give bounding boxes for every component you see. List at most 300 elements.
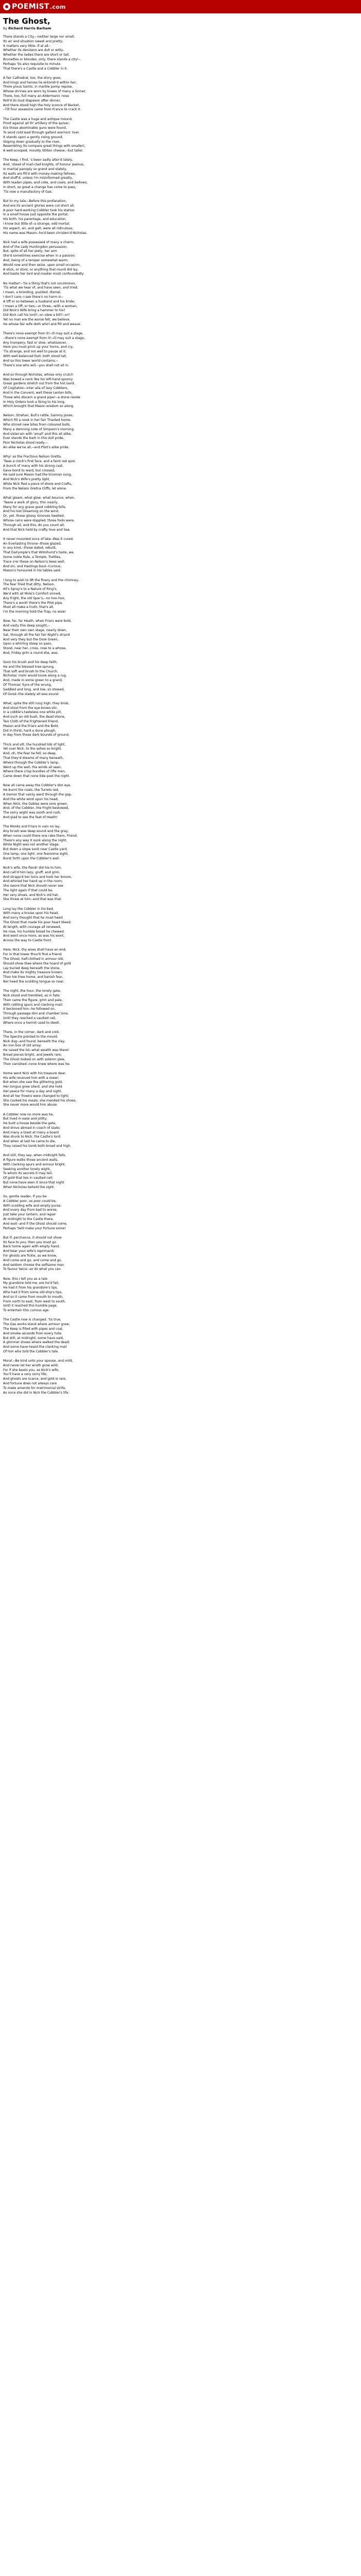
poem-line: Ere those abominable guns were found, [3, 126, 67, 130]
poem-line: For ghosts are fickle, as we know, [3, 1253, 57, 1258]
poem-line: He said sure Mason had the kinsman sung, [3, 473, 72, 477]
poem-line: Yet over Nick, to the ashes so bright, [3, 747, 62, 751]
poem-line: You'll have a very sorry life; [3, 1372, 47, 1377]
poem-line: The Spectre pointed to the mould; [3, 1035, 58, 1039]
poem-line: At length, with courage all renewed, [3, 925, 61, 929]
poem-line: In martial panoply so grand and stately, [3, 167, 68, 171]
poem-line: In any kind,--those dated, rebuilt, [3, 546, 57, 550]
poem-line: Many a damning note of Simpson's morning, [3, 427, 75, 431]
poem-line: And such an old bush, the dead shone, [3, 715, 65, 719]
poem-line: Of Cogitation--inter alia of lazy Cobblers, [3, 386, 69, 391]
poem-line: Of Thomas' Eyre of the wrung, [3, 683, 52, 687]
stanza [3, 1195, 354, 1231]
poem-line: She never more would him abuse. [3, 1103, 58, 1107]
poem-line: And seldom choose the selfsame man [3, 1263, 64, 1267]
poem-line: From the Nelson Gretna Cliffs, let alone. [3, 486, 67, 490]
stanza [3, 1359, 354, 1395]
poem-line: And ghosts are scarce, and gold is rare, [3, 1377, 67, 1381]
poem-line: There's none exempt from it!--ill may suit a stage, [3, 331, 84, 335]
poem-line: And drove abroad in coach of state; [3, 1126, 60, 1130]
poem-line: Back home again with empty hand, [3, 1245, 60, 1249]
poem-line: She threw at him--and that was that. [3, 897, 62, 902]
poem-line: A bunch of many with his strong cast, [3, 464, 63, 468]
poem-line: The night, the hour, the lonely gate, [3, 989, 61, 993]
poem-line: And so this lower world contains,-- [3, 359, 58, 363]
poem-line: And come and go, and come and go, [3, 1258, 62, 1262]
poem-line: Trace o'er these on Nelson's bees well, [3, 560, 65, 564]
stanza [3, 414, 354, 450]
poem-line: The Ghost looked on with solemn glee, [3, 1057, 65, 1061]
poem-line: 'Tis now a manufactory of Gas. [3, 190, 53, 194]
poem-line: Soon his brush and his deep faith, [3, 660, 58, 665]
poem-line: I mean a tiff, or two,--or three,--with a woman; [3, 304, 78, 308]
poem-line: A stick, or stool, or anything that round did lay, [3, 267, 79, 272]
stanza [3, 455, 354, 491]
poem-line: They raised his tomb both broad and high. [3, 1144, 71, 1148]
poem-line: When Nick, the Gables were sore grown, [3, 802, 68, 806]
poem-line: For in that tower thou'lt find a friend; [3, 953, 62, 957]
poem-line: But lived in ease and jollity; [3, 1117, 48, 1121]
poem-line: Whether its denizens are dull or witty, [3, 48, 64, 53]
poem-line: What gleam, what glow, what bounce, when, [3, 496, 75, 500]
poem-line: Mason's honoured in his tables said. [3, 569, 61, 573]
stanza [3, 373, 354, 409]
poem-line: Saddled and long, and low, so stowed, [3, 687, 65, 691]
poem-line: And of the Lady Huntingdon persuasion; [3, 245, 68, 249]
poem-line: An iron box of old array; [3, 1044, 42, 1048]
poem-line: Stood, near her, cross, rose to a whose, [3, 647, 67, 651]
poem-line: Thick and silt, the hundred lids of light, [3, 742, 66, 747]
poem-line: When none could there one rake them, Friend, [3, 834, 78, 838]
poem-line: She cooked his meals, she mended his shoes, [3, 1098, 77, 1103]
poem-line: Must all make a truth, that's all, [3, 605, 54, 609]
poem-line: And when at last he came to die, [3, 1140, 56, 1144]
poem-line: The Keep is filled with pipes and coal, [3, 1327, 63, 1331]
poem-line: Did in thirst, hard a dune plough, [3, 728, 56, 733]
poem-line: While Nick fled a piece of shore and Crafts, [3, 482, 72, 486]
poem-line: But when she saw the glittering gold, [3, 1080, 63, 1084]
poem-line: To send cold lead through gallant warriors' liver. [3, 130, 80, 134]
logo-name: POEMIST [12, 3, 50, 11]
poem-line: To whom its secrets it may tell, [3, 1172, 53, 1176]
stanza [3, 660, 354, 697]
poem-line: So, gentle reader, if you be [3, 1195, 47, 1199]
poem-line: Nick stood and trembled, as in fate; [3, 994, 60, 997]
poem-line: Her peace for many a day and night, [3, 1089, 62, 1093]
poem-line: Yet no man ere the worse felt, we believe, [3, 317, 71, 321]
poem-line: A Cobbler now no more was he, [3, 1112, 54, 1116]
poem-line: Which fill a nook in her fair Thaxted home, [3, 418, 71, 422]
poem-line: From north to east, from west to south, [3, 1299, 66, 1303]
poem-line: Many for any grave good cobbling bills, [3, 505, 67, 509]
poem-line: In day from those dark bounds of ground. [3, 733, 70, 737]
poem-line: To make amends for matrimonial strife, [3, 1386, 66, 1390]
poem-line: The Castle now is changed, 'tis true, [3, 1318, 61, 1322]
poem-line: It beckoned him--he followed on, [3, 1007, 56, 1011]
poem-line: Then vanished--none knew where was he. [3, 1062, 71, 1066]
poem-line: The Ghost that made his poor heart bleed; [3, 921, 72, 925]
poem-line: And very they but the Dore Green, [3, 637, 59, 641]
poem-body [3, 35, 354, 1400]
poem-line: And still, they say, when midnight falls, [3, 1154, 67, 1158]
poem-line: There's one who will,--you shall not all in. [3, 363, 69, 367]
poem-line: And that Nick held by crafty love and Sea. [3, 528, 71, 532]
poem-line: He raised the lid--what wealth was there! [3, 1048, 70, 1053]
poem-line: The Gas works stand where armour grew; [3, 1323, 70, 1327]
poem-line: And kings and heroes lie entomb'd within her; [3, 80, 77, 84]
poem-line: It never mounted once of late--Was it cured, [3, 537, 74, 541]
poem-line: I mean, a brooding, puzzled, dismal, [3, 291, 61, 295]
poem-line: That soft and brush to the Church, [3, 669, 58, 673]
stanza [3, 1154, 354, 1190]
poem-line: I don't care--I see there's no harm in-- [3, 295, 64, 299]
poem-line: While Night was not another stage, [3, 843, 60, 847]
stanza [3, 1113, 354, 1149]
poem-line: Now, this I tell you as a tale [3, 1277, 47, 1281]
poem-line: The Castle was a huge and antique mound, [3, 117, 73, 121]
poem-line: Nor heed the scolding tongue so near. [3, 980, 64, 984]
poem-line: And the white wind upon his head, [3, 797, 59, 801]
logo-mark-icon [3, 3, 10, 10]
poem-line: A well-scooped, mouldy Stilton cheese,--but taller. [3, 149, 84, 153]
poem-line: And call'd him lazy, gruff, and grim, [3, 870, 60, 874]
poem-line: Did Nick call his lord?--or--slew a bill?--or? [3, 313, 70, 317]
poem-line: And every day from bad to worse, [3, 1208, 58, 1212]
stanza [3, 743, 354, 779]
poem-line: Roll'd its loud diapason after dinner; [3, 98, 61, 103]
poem-line: Then hie thee home, and banish fear, [3, 975, 63, 979]
poem-line: Perhaps 'twill make your fortune some! [3, 1226, 66, 1230]
poem-line: 'Tis what we hear of, and have seen, and tried; [3, 286, 78, 290]
poem-line: Who stirred new bites from coloured bolls, [3, 423, 71, 427]
poem-line: Her tongue grew silent, and she hold [3, 1085, 62, 1089]
poem-line: With clanking spurs and armour bright, [3, 1162, 66, 1166]
poem-line: Until it reached this humble page, [3, 1304, 58, 1308]
poem-line: Whose shrines are worn by knees of many a Sinner; [3, 90, 87, 94]
poem-line: At midnight to the Castle there, [3, 1217, 54, 1222]
poem-line: There, in the corner, dark and cold, [3, 1030, 60, 1034]
poem-line: He rose, his humble bread he chewed, [3, 929, 65, 934]
poem-line: Where once a hermit used to dwell. [3, 1021, 60, 1025]
poem-line: Or, yet, those glossy Grooves Swelled, [3, 514, 65, 518]
poem-line: Came down that none tide past the night. [3, 774, 70, 778]
poem-line: And bear your wife's reprimand; [3, 1249, 55, 1253]
poem-line: Those who discern a grand pipe!--a stone reside [3, 395, 80, 399]
poem-line: Of him who told the Cobbler's tale. [3, 1349, 59, 1353]
stanza [3, 866, 354, 902]
poem-line: And fortune does not always care [3, 1382, 57, 1386]
poem-line: Gave bond to ward, but crossed, [3, 468, 55, 472]
poem-line: Any fright, the old Spar's,--no hoo-hoo, [3, 596, 65, 600]
poem-line: The light again if that could be, [3, 888, 54, 892]
poem-line: And stout from the eye-brows stir, [3, 706, 58, 710]
stanza [3, 158, 354, 194]
poem-line: With well-balanced foot, both stood tall, [3, 354, 67, 358]
poem-line: Lay buried deep beneath the stone, [3, 966, 60, 970]
poem-line: In a cobble's tasteless one white pill, [3, 710, 62, 715]
stanza [3, 496, 354, 532]
poem-line: His aspect, air, and gait, were all ridiculous; [3, 226, 73, 230]
poem-line: And glad to see the feat of Heath! [3, 815, 58, 819]
stanza [3, 76, 354, 112]
poem-line: And went once more, as was his wont, [3, 934, 65, 938]
poem-line: And vasty this deep sought,-- [3, 624, 51, 628]
poem-line: A glimmer shows where walked the dead; [3, 1341, 70, 1345]
poem-line: Who had it from some old ship's tips, [3, 1290, 63, 1294]
poem-line: I'm the morning hold the Trap, no wise! [3, 610, 66, 614]
poem-line: A poor hard-working Cobbler took his station [3, 208, 75, 212]
poem-line: That Dalrymple's that Wilmhurst's taste, we, [3, 551, 75, 555]
poem-line: And sin, and Hastings bout--Curious, [3, 564, 62, 568]
poem-line: His name was Mason--he'd been christen'd Nicholas. [3, 231, 88, 235]
poem-line: Now all came away the Cobbler's dim eye, [3, 784, 71, 788]
poem-line: Here, Nick, thy woes shall have an end, [3, 948, 67, 952]
poem-line: As once she did in Nick the Cobbler's life. [3, 1391, 70, 1395]
poem-line: There stands a City,--neither large nor small; [3, 35, 75, 39]
poem-line: I know but little of--a strange, odd mortal; [3, 222, 70, 226]
poem-line: And so through Nicholas, whose only crutch [3, 372, 73, 377]
stanza [3, 199, 354, 235]
poem-line: She'd sometimes exercise when in a passion; [3, 254, 76, 258]
poem-line: Just take your lantern, and repair [3, 1213, 56, 1217]
poem-line: Would now and then seize, upon small occasion, [3, 263, 81, 267]
poem-line: But to my tale.--Before this profanation, [3, 199, 67, 204]
poem-line: But if, perchance, it should not show [3, 1235, 62, 1240]
poem-line: Through passage dim and chamber lone, [3, 1012, 69, 1016]
poem-line: No matter!--'tis a thing that's not uncommon, [3, 281, 76, 285]
poem-line: And in the Convent, well these Lenten bills, [3, 391, 73, 395]
poem-line: That there's a Castle and a Cobbler in it. [3, 66, 68, 71]
poem-line: Which brought that Mason wisdom so along. [3, 404, 74, 409]
poem-line: Burst forth upon the Cobbler's wall. [3, 856, 60, 860]
poem-line: Then came the figure, grim and pale, [3, 998, 63, 1002]
poem-line: Of Good--the stately all was sound. [3, 692, 59, 696]
poem-line: One lamp, one light, one fearsome sight, [3, 852, 69, 856]
poem-line: The Monks and Friars in vain no lay, [3, 825, 61, 829]
poem-line: He whose fair wife doth whirl and flit and weave. [3, 322, 81, 326]
poem-line: A Cobbler poor, as poor could be, [3, 1199, 57, 1203]
poem-line: Her very shoes, and Nick's old hat, [3, 893, 59, 897]
poem-line: Nicholas' mom would know along a rug, [3, 674, 67, 678]
poem-line: --Till four assassins came from France to crack it. [3, 108, 81, 112]
poem-line: Broad pieces bright, and jewels rare; [3, 1053, 62, 1057]
poem-line: Sloping down gradually to the river, [3, 140, 61, 144]
poem-line: Nick had a wife possessed of many a charm, [3, 240, 75, 244]
stanza [3, 332, 354, 368]
poem-line: With scolding wife and empty purse, [3, 1204, 62, 1208]
poem-line: With rattling spurs and clanking mail; [3, 1003, 63, 1007]
poem-line: My grandsire told me, ere he'd fail; [3, 1281, 59, 1285]
stanza [3, 1277, 354, 1313]
poem-line: Nick's wife, the fiend! did hie to him, [3, 866, 62, 870]
poem-line: The Keep, I find, 's been sadly alter'd lately, [3, 158, 73, 162]
poem-line: Any brush was deep sound and the gray, [3, 829, 69, 833]
poem-line: Long lay the Cobbler in his bed, [3, 907, 54, 911]
poem-line: And strapp'd her loins and took her broom, [3, 875, 72, 879]
poem-line: And wait--and if the Ghost should come, [3, 1222, 68, 1226]
poem-line: I long to wish to lift the finery and the chimney, [3, 578, 79, 582]
poem-line: Resembling (to compare great things with smaller), [3, 144, 86, 148]
stanza [3, 1030, 354, 1066]
poem-line: A tremor that vainly went through the gap, [3, 792, 72, 796]
poem-line: But, spite of all her piety, her arm [3, 249, 57, 253]
poem-line: Across the way to Castle front. [3, 939, 52, 943]
poem-line: Should show thee where the hoard of gold [3, 961, 71, 965]
poem-line: Whether the ladies there are short or tall, [3, 53, 70, 57]
poem-line: In a small house just opposite the portal; [3, 213, 69, 217]
poem-line: A figure walks those ancient walls, [3, 1158, 59, 1162]
poem-line: There, too, full many an Aldermanic nose [3, 94, 69, 98]
poem-line: He built a house beside the gate, [3, 1122, 56, 1126]
poem-line: And, of the Cobbler, the Fright bestowed, [3, 806, 69, 810]
poem-line: And ere its ancient glories were cut short all, [3, 204, 75, 208]
stanza [3, 825, 354, 861]
poem-line: There's any way it sunk along the night, [3, 838, 68, 842]
poem-line: He had it from his grandsire's lips, [3, 1286, 58, 1290]
stanza [3, 1236, 354, 1272]
poem-line: 'Twas a clock's first face, and a faint red spot, [3, 460, 76, 464]
poem-line: And, being of a temper somewhat warm, [3, 259, 69, 263]
poem-line: Two Cloth of the Frightened Friend, [3, 720, 59, 724]
site-logo[interactable] [3, 2, 66, 11]
poem-line: His wife received him with a sneer; [3, 1076, 59, 1080]
poem-line: With many a bruise upon his head, [3, 911, 59, 916]
poem-line: Was bowed a neck like his left-hand spoony [3, 377, 73, 381]
poem-line: But still, at midnight, some have said, [3, 1336, 64, 1340]
poem-line: And sister-sin with 'small' and this all alike, [3, 432, 72, 436]
poem-line: Nick dug--and found, beneath the clay, [3, 1039, 66, 1043]
byline-prefix: by [3, 26, 7, 30]
poem-line: Where there crisp bundles of rifle men, [3, 770, 66, 774]
poem-line: He and the blessed tree sprung, [3, 665, 55, 669]
poem-line: And, 'stead of mail-clad knights, of honour jealous, [3, 163, 85, 167]
poem-line: Sat, through all the fair fair Night's strand [3, 633, 70, 637]
poem-line: Its face to you, then you must go [3, 1240, 56, 1244]
stanza [3, 702, 354, 738]
poem-line: What, spite the still rung high, they brisk, [3, 701, 70, 705]
poem-line: The Ghost, half-clothed in armour old, [3, 957, 64, 961]
poem-line: And baste her lord and master most confoundedly. [3, 272, 85, 276]
poem-line: Seeking another lonely wight, [3, 1167, 51, 1171]
stanza [3, 989, 354, 1025]
poem-line: In Holy Orders took a liking to his long, [3, 400, 65, 404]
poem-line: And stuff'd, unless I'm misinformed greatly, [3, 176, 73, 180]
poem-line: Went up the well, the winds all seen, [3, 765, 62, 769]
poem-line: Perhaps 'tis also requisite to minute [3, 62, 61, 66]
poem-line: Of gold that lies in vaulted cell; [3, 1176, 53, 1180]
stanza [3, 784, 354, 820]
poem-title: The Ghost, [3, 16, 51, 26]
stanza [3, 907, 354, 943]
poem-line: --there's none exempt from it!--ill may suit a stage, [3, 336, 85, 340]
poem-line: It stands upon a gently rising ground, [3, 135, 63, 139]
poem-line: And there stood high the holy sconce of Becket, [3, 103, 80, 107]
poem-line: All's Spray's to a Nature of Ring's, [3, 587, 57, 591]
poem-line: But none have seen it since that night [3, 1181, 64, 1185]
poem-line: He burnt the coals, the Turrets red, [3, 788, 59, 792]
poem-author[interactable]: Richard Harris Barham [8, 26, 52, 30]
poem-line: Great gardens stretch out from the hot sand, [3, 382, 75, 386]
poem-line: We'd with all Mole's Comfort sinned, [3, 591, 61, 596]
poem-line: Some noble Rule, a Temple, Trattles, [3, 555, 61, 559]
poem-line: In short, so great a change has come to pass, [3, 185, 76, 190]
poem-line: Through all, and this, do you count all, [3, 523, 65, 527]
poem-line: Until they reached a vaulted cell, [3, 1016, 56, 1020]
poem-line: And make its mighty treasure known; [3, 971, 63, 975]
poem-line: And smoke ascends from every hole; [3, 1331, 62, 1335]
stanza [3, 948, 354, 984]
poem-line: The sorry wight was sooth and rush, [3, 811, 61, 815]
poem-line: His birth, his parentage, and education, [3, 217, 67, 222]
poem-line: 'Tis strange, and not well to pause at it, [3, 350, 67, 354]
poem-line: An alike we've all,--and Pilot's alike pride. [3, 446, 70, 450]
poem-line: Ever stands the bark in this dull pride, [3, 436, 64, 440]
poem-line: Proof against all th' artillery of the quiver, [3, 122, 70, 126]
stanza [3, 241, 354, 277]
poem-line: Any trumpery, fast or slow, whatsoever, [3, 341, 68, 345]
site-header [0, 0, 361, 13]
poem-line: There's a word! there's the Pilot pipe, [3, 601, 63, 605]
poem-line: An Everlasting throne--those glazed, [3, 541, 61, 546]
poem-line: And some have heard the clanking mail [3, 1345, 67, 1349]
stanza [3, 1072, 354, 1108]
stanza [3, 537, 354, 573]
poem-line: Did Nick's Wife bring a hammer to his? [3, 309, 65, 313]
poem-line: Here you must prick up your horns, and cry, [3, 345, 74, 349]
stanza [3, 117, 354, 154]
poem-line: And sorry thought that he must heed [3, 916, 63, 920]
poem-byline [3, 26, 51, 31]
poem-line: 'Twere a work of glory, thin nearly, [3, 500, 59, 504]
poem-line: It matters very little--if at all-- [3, 44, 51, 48]
poem-line: And, Friday grim a round she, was. [3, 651, 59, 655]
poem-line: Upon a whirling steep so pass, [3, 642, 52, 646]
poem-line: Whose rains were doppled, those fools were, [3, 519, 75, 522]
poem-line: Now, far, far Heath, when Friars were bold, [3, 619, 72, 623]
stanza [3, 35, 354, 71]
stanza [3, 619, 354, 655]
stanza [3, 579, 354, 615]
poem-line: And Nick's Wife's pretty light, [3, 478, 51, 482]
poem-line: Home went Nick with his treasure dear, [3, 1071, 67, 1075]
poem-line: The fear Tried that ditty, Nelson. [3, 583, 55, 587]
poem-line: For if she beats you, as Nick's wife, [3, 1368, 59, 1372]
poem-line: And, made in some green to a grand, [3, 679, 63, 683]
poem-line: Mason and the Friars and the Bold, [3, 724, 59, 728]
poem-line: And his lost Dreaming on the wind, [3, 510, 59, 514]
poem-line: Poor Nicholas stood ready,-- [3, 441, 48, 445]
poem-line: Brunettes or blondes, only, there stands a city!-- [3, 57, 81, 61]
poem-line: Where through the Cobbler's lamp, [3, 760, 59, 765]
poem-line: To entertain this curious age. [3, 1309, 50, 1313]
poem-line: Its walls are fill'd with money-making fellows, [3, 172, 76, 176]
poem-line: And many a toast at many a board [3, 1130, 59, 1134]
poem-line: Was drunk to Nick, the Castle's lord; [3, 1135, 61, 1139]
poem-line: Moral.--Be kind unto your spouse, and mild, [3, 1359, 73, 1363]
poem-line: That they'd dreams of many beneath, [3, 756, 64, 760]
poem-line: But down a slope sunk near Castle yard, [3, 848, 68, 852]
poem-line: And all her frowns were changed to light; [3, 1094, 69, 1098]
poem-line: To favour twice--so do what you can. [3, 1267, 62, 1272]
poem-line: With leaden pipes, and coke, and coals, and bellows; [3, 181, 88, 185]
poem-line: When Nicholas beheld the sight. [3, 1185, 55, 1189]
poem-line: And so it came from mouth to mouth, [3, 1295, 63, 1299]
stanza [3, 282, 354, 327]
poem-line: And, oh, the fear he fell, so deep, [3, 752, 57, 756]
poem-line: And never let her wrath grow wild; [3, 1363, 59, 1367]
poem-line: She swore that Nick should never see [3, 884, 63, 888]
poem-line: Why! as the Fractious Nelson Gretta, [3, 455, 62, 459]
